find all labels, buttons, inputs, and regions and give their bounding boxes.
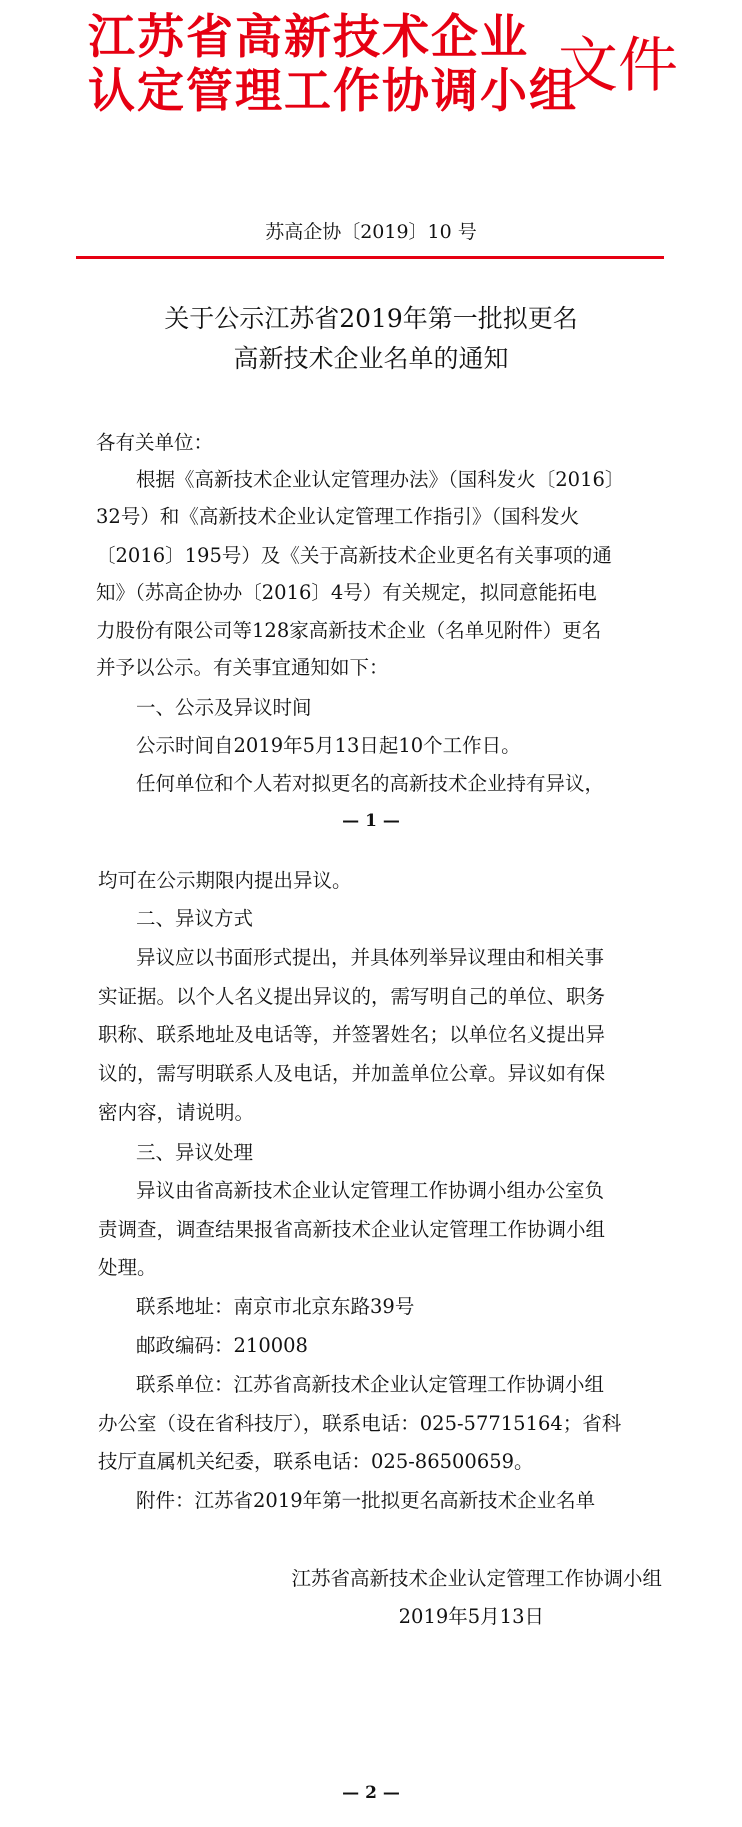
red-divider (76, 256, 664, 259)
body-line: 职称、联系地址及电话等，并签署姓名；以单位名义提出异 (98, 1023, 606, 1046)
section-heading: 一、公示及异议时间 (136, 696, 312, 719)
body-line: 力股份有限公司等128家高新技术企业（名单见附件）更名 (96, 619, 602, 642)
postal-code: 邮政编码：210008 (136, 1334, 308, 1357)
contact-address: 联系地址：南京市北京东路39号 (136, 1295, 415, 1318)
body-line: 异议由省高新技术企业认定管理工作协调小组办公室负 (136, 1179, 605, 1202)
body-line: 实证据。以个人名义提出异议的，需写明自己的单位、职务 (98, 985, 606, 1008)
body-line: 〔2016〕195号）及《关于高新技术企业更名有关事项的通 (96, 544, 612, 567)
page-number: — 1 — (342, 811, 400, 831)
header-title-line2: 认定管理工作协调小组 (88, 64, 578, 119)
body-line: 任何单位和个人若对拟更名的高新技术企业持有异议， (136, 772, 605, 795)
body-line: 办公室（设在省科技厅），联系电话：025-57715164；省科 (98, 1412, 622, 1435)
body-line: 处理。 (98, 1256, 157, 1279)
body-line: 公示时间自2019年5月13日起10个工作日。 (136, 734, 521, 757)
body-line: 均可在公示期限内提出异议。 (98, 869, 352, 892)
body-line: 根据《高新技术企业认定管理办法》（国科发火〔2016〕 (136, 468, 625, 491)
body-line: 并予以公示。有关事宜通知如下： (96, 656, 389, 679)
body-line: 密内容，请说明。 (98, 1101, 255, 1124)
signature-org: 江苏省高新技术企业认定管理工作协调小组 (291, 1567, 662, 1590)
contact-unit: 联系单位：江苏省高新技术企业认定管理工作协调小组 (136, 1373, 605, 1396)
header-title-line1: 江苏省高新技术企业 (88, 10, 529, 65)
page-number: — 2 — (342, 1783, 400, 1803)
body-line: 知》（苏高企协办〔2016〕4号）有关规定，拟同意能拓电 (96, 581, 597, 604)
attachment-line: 附件：江苏省2019年第一批拟更名高新技术企业名单 (136, 1489, 596, 1512)
body-line: 32号）和《高新技术企业认定管理工作指引》（国科发火 (96, 505, 580, 528)
body-line: 异议应以书面形式提出，并具体列举异议理由和相关事 (136, 946, 605, 969)
body-line: 议的，需写明联系人及电话，并加盖单位公章。异议如有保 (98, 1062, 606, 1085)
section-heading: 二、异议方式 (136, 907, 254, 930)
body-line: 责调查，调查结果报省高新技术企业认定管理工作协调小组 (98, 1218, 606, 1241)
document-number: 苏高企协〔2019〕10 号 (265, 221, 477, 243)
doc-title-line1: 关于公示江苏省2019年第一批拟更名 (164, 304, 578, 333)
signature-date: 2019年5月13日 (398, 1605, 544, 1628)
section-heading: 三、异议处理 (136, 1141, 254, 1164)
doc-title-line2: 高新技术企业名单的通知 (233, 344, 509, 373)
header-wenjian: 文件 (558, 31, 678, 101)
salutation: 各有关单位： (96, 431, 214, 454)
body-line: 技厅直属机关纪委，联系电话：025-86500659。 (98, 1450, 534, 1473)
